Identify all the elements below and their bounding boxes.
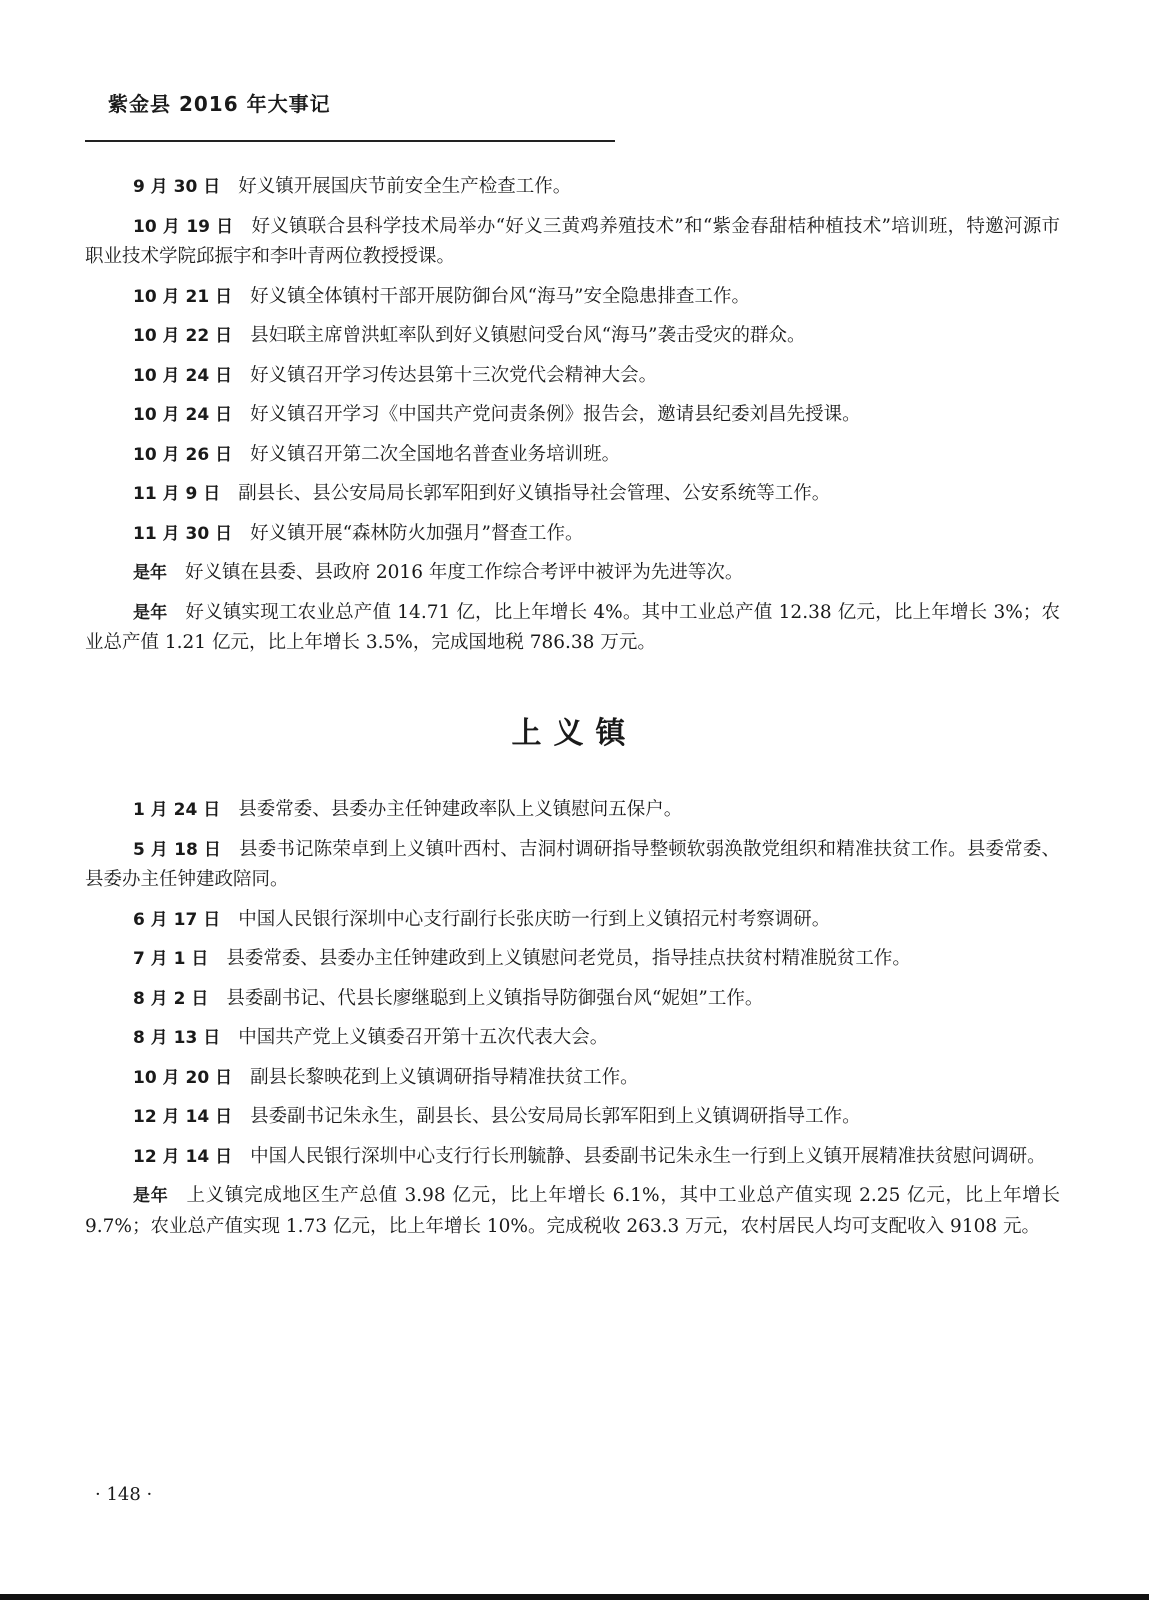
entry-text: 好义镇在县委、县政府 2016 年度工作综合考评中被评为先进等次。 bbox=[185, 562, 744, 583]
entry-text: 好义镇召开学习《中国共产党问责条例》报告会，邀请县纪委刘昌先授课。 bbox=[250, 404, 861, 425]
entry-text: 副县长黎映花到上义镇调研指导精准扶贫工作。 bbox=[250, 1066, 639, 1088]
entry-date: 10 月 22 日 bbox=[133, 326, 233, 346]
entry-text: 县委副书记、代县长廖继聪到上义镇指导防御强台风“妮妲”工作。 bbox=[226, 987, 764, 1009]
entry-date: 1 月 24 日 bbox=[133, 800, 221, 820]
chronicle-entry bbox=[85, 558, 1060, 589]
entry-date: 10 月 19 日 bbox=[133, 216, 234, 237]
entry-text: 副县长、县公安局局长郭军阳到好义镇指导社会管理、公安系统等工作。 bbox=[238, 483, 831, 504]
scan-edge-band bbox=[0, 1594, 1149, 1600]
entry-text: 县委书记陈荣卓到上义镇叶西村、吉洞村调研指导整顿软弱涣散党组织和精准扶贫工作。县委常委、县委办主任钟建政陪同。 bbox=[85, 838, 1060, 890]
chronicle-entry bbox=[85, 598, 1060, 659]
chronicle-entry bbox=[85, 905, 1060, 936]
entry-date: 11 月 9 日 bbox=[133, 484, 221, 504]
entry-date: 是年 bbox=[133, 563, 167, 583]
chronicle-entry bbox=[85, 1102, 1060, 1133]
entry-date: 11 月 30 日 bbox=[133, 523, 233, 544]
entry-date: 8 月 2 日 bbox=[133, 988, 209, 1009]
entry-text: 好义镇召开学习传达县第十三次党代会精神大会。 bbox=[250, 364, 658, 386]
chronicle-entry bbox=[85, 400, 1060, 431]
entry-date: 12 月 14 日 bbox=[133, 1107, 233, 1127]
entry-date: 9 月 30 日 bbox=[133, 177, 221, 197]
chronicle-entry bbox=[85, 479, 1060, 510]
entry-text: 县妇联主席曾洪虹率队到好义镇慰问受台风“海马”袭击受灾的群众。 bbox=[250, 325, 806, 346]
chronicle-entry bbox=[85, 835, 1060, 896]
entry-text: 中国共产党上义镇委召开第十五次代表大会。 bbox=[238, 1027, 609, 1048]
chronicle-entry bbox=[85, 440, 1060, 471]
entry-date: 7 月 1 日 bbox=[133, 949, 209, 969]
chronicle-entry bbox=[85, 1181, 1060, 1242]
entry-text: 好义镇实现工农业总产值 14.71 亿，比上年增长 4%。其中工业总产值 12.38 亿元，比上年增长 3%；农业总产值 1.21 亿元，比上年增长 3.5%，完成国地税 786.38 万元。 bbox=[85, 601, 1060, 653]
entry-text: 好义镇联合县科学技术局举办“好义三黄鸡养殖技术”和“紫金春甜桔种植技术”培训班，特邀河源市职业技术学院邱振宇和李叶青两位教授授课。 bbox=[85, 215, 1060, 267]
entry-text: 好义镇召开第二次全国地名普查业务培训班。 bbox=[250, 443, 621, 465]
section-title: 上义镇 bbox=[511, 716, 638, 751]
entry-text: 县委常委、县委办主任钟建政到上义镇慰问老党员，指导挂点扶贫村精准脱贫工作。 bbox=[226, 948, 911, 969]
entry-date: 5 月 18 日 bbox=[133, 839, 222, 860]
section-entries-haoyi bbox=[85, 172, 1060, 668]
entry-date: 10 月 21 日 bbox=[133, 286, 233, 307]
page-number: · 148 · bbox=[95, 1484, 153, 1505]
chronicle-entry bbox=[85, 1142, 1060, 1173]
entry-date: 是年 bbox=[133, 602, 168, 623]
chronicle-entry bbox=[85, 984, 1060, 1015]
entry-text: 中国人民银行深圳中心支行副行长张庆昉一行到上义镇招元村考察调研。 bbox=[238, 908, 831, 930]
entry-text: 县委副书记朱永生，副县长、县公安局局长郭军阳到上义镇调研指导工作。 bbox=[250, 1106, 861, 1127]
entry-text: 好义镇全体镇村干部开展防御台风“海马”安全隐患排查工作。 bbox=[250, 285, 750, 307]
chronicle-entry bbox=[85, 1023, 1060, 1054]
chronicle-entry bbox=[85, 212, 1060, 273]
chronicle-entry bbox=[85, 519, 1060, 550]
entry-text: 中国人民银行深圳中心支行行长刑毓静、县委副书记朱永生一行到上义镇开展精准扶贫慰问调研。 bbox=[250, 1145, 1046, 1167]
entry-date: 10 月 26 日 bbox=[133, 444, 233, 465]
entry-date: 10 月 20 日 bbox=[133, 1067, 233, 1088]
chronicle-entry bbox=[85, 1063, 1060, 1094]
entry-text: 县委常委、县委办主任钟建政率队上义镇慰问五保户。 bbox=[238, 799, 683, 820]
chronicle-entry bbox=[85, 282, 1060, 313]
entry-text: 好义镇开展国庆节前安全生产检查工作。 bbox=[238, 176, 572, 197]
header-rule bbox=[85, 140, 615, 142]
chronicle-entry bbox=[85, 361, 1060, 392]
chronicle-entry bbox=[85, 172, 1060, 203]
entry-date: 10 月 24 日 bbox=[133, 405, 233, 425]
section-entries-shangyi bbox=[85, 795, 1060, 1251]
entry-date: 8 月 13 日 bbox=[133, 1028, 221, 1048]
chronicle-entry bbox=[85, 944, 1060, 975]
chronicle-entry bbox=[85, 795, 1060, 826]
entry-text: 上义镇完成地区生产总值 3.98 亿元，比上年增长 6.1%，其中工业总产值实现 2.25 亿元，比上年增长 9.7%；农业总产值实现 1.73 亿元，比上年增长 10%。完成税收 263.3 万元，农村居民人均可支配收入 9108 元。 bbox=[85, 1185, 1061, 1237]
entry-text: 好义镇开展“森林防火加强月”督查工作。 bbox=[250, 522, 584, 544]
entry-date: 6 月 17 日 bbox=[133, 909, 221, 930]
chronicle-entry bbox=[85, 321, 1060, 352]
entry-date: 10 月 24 日 bbox=[133, 365, 233, 386]
entry-date: 是年 bbox=[133, 1186, 169, 1206]
entry-date: 12 月 14 日 bbox=[133, 1146, 233, 1167]
running-header: 紫金县 2016 年大事记 bbox=[108, 92, 331, 116]
